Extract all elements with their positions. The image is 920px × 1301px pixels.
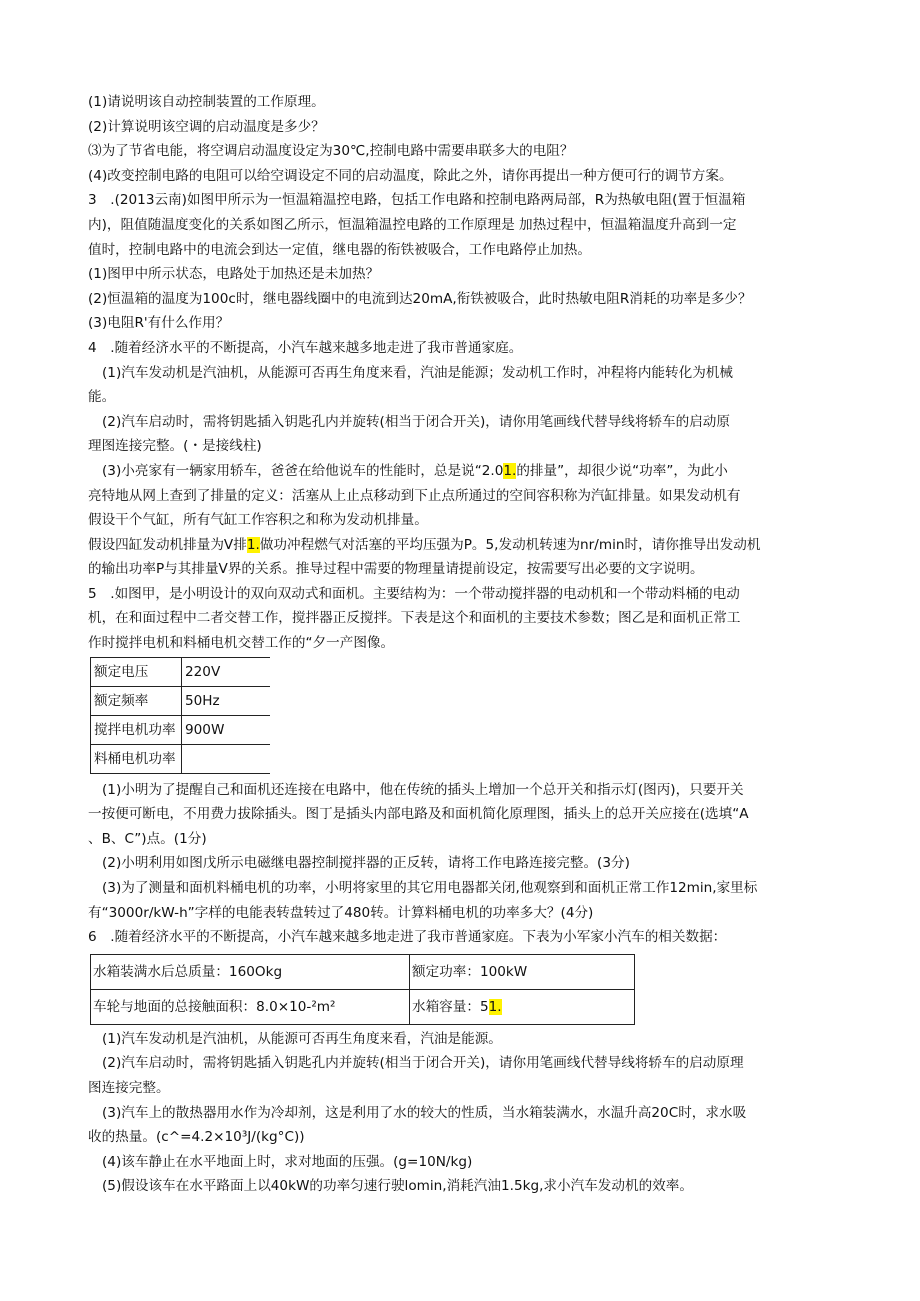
table-cell: 额定功率：100kW	[410, 954, 635, 989]
table-row	[91, 989, 635, 1024]
q3-line-3: 值时，控制电路中的电流会到达一定值，继电器的衔铁被吸合，工作电路停止加热。	[88, 241, 591, 258]
q5-sub-1-cont: 一按便可断电，不用费力拔除插头。图丁是插头内部电路及和面机简化原理图，插头上的总开关应接在(选填“A	[88, 806, 749, 823]
q5-sub-3-cont: 有“3000r/kW-h”字样的电能表转盘转过了480转。计算料桶电机的功率多大？(4分)	[88, 904, 594, 921]
mixer-spec-table	[90, 657, 270, 774]
spec-key: 额定频率	[91, 686, 182, 715]
q3-sub-2: (2)恒温箱的温度为100c时，继电器线圈中的电流到达20mA,衔铁被吸合，此时热敏电阻R消耗的功率是多少？	[88, 290, 752, 307]
q3-sub-1: (1)图甲中所示状态，电路处于加热还是未加热？	[88, 266, 380, 283]
q6-sub-3: (3)汽车上的散热器用水作为冷却剂，这是利用了水的较大的性质，当水箱装满水，水温升高20C时，求水吸	[102, 1104, 747, 1121]
q4-title: 4 .随着经济水平的不断提高，小汽车越来越多地走进了我市普通家庭。	[88, 339, 523, 356]
q5-line-2: 机，在和面过程中二者交替工作，搅拌器正反搅拌。下表是这个和面机的主要技术参数；图乙是和面机正常工	[88, 610, 741, 627]
q5-sub-1-cont-2: 、B、C”)点。(1分)	[88, 830, 207, 847]
q2-sub-4: (4)改变控制电路的电阻可以给空调设定不同的启动温度，除此之外，请你再提出一种方便可行的调节方案。	[88, 167, 733, 184]
q6-sub-2: (2)汽车启动时，需将钥匙插入钥匙孔内并旋转(相当于闭合开关)，请你用笔画线代替导线将轿车的启动原理	[102, 1055, 744, 1072]
spec-key: 额定电压	[91, 657, 182, 686]
q6-title: 6 .随着经济水平的不断提高，小汽车越来越多地走进了我市普通家庭。下表为小军家小汽车的相关数据：	[88, 929, 727, 946]
q6-sub-1: (1)汽车发动机是汽油机，从能源可否再生角度来看，汽油是能源。	[102, 1030, 502, 1047]
table-cell: 水箱装满水后总质量：160Okg	[91, 954, 410, 989]
q4-sub-2: (2)汽车启动时，需将钥匙插入钥匙孔内并旋转(相当于闭合开关)，请你用笔画线代替导线将轿车的启动原	[102, 413, 730, 430]
q2-sub-1: (1)请说明该自动控制装置的工作原理。	[88, 94, 325, 110]
q5-sub-1: (1)小明为了提醒自己和面机还连接在电路中，他在传统的插头上增加一个总开关和指示灯(图丙)，只要开关	[102, 781, 744, 798]
document-page	[88, 90, 848, 1199]
q2-sub-2: (2)计算说明该空调的启动温度是多少？	[88, 118, 325, 135]
car-data-table	[90, 954, 635, 1025]
q5-line-3: 作时搅拌电机和料桶电机交替工作的“夕一产图像。	[88, 635, 395, 652]
spec-value	[182, 744, 271, 773]
q4-sub-3-cont-1: 亮特地从网上查到了排量的定义：活塞从上止点移动到下止点所通过的空间容积称为汽缸排量。如果发动机有	[88, 487, 741, 504]
q5-sub-2: (2)小明利用如图戊所示电磁继电器控制搅拌器的正反转，请将工作电路连接完整。(3分)	[102, 855, 630, 872]
table-row	[91, 686, 271, 715]
tank-capacity-text: 水箱容量：5	[412, 998, 489, 1015]
q6-sub-5: (5)假设该车在水平路面上以40kW的功率匀速行驶lomin,消耗汽油1.5kg,求小汽车发动机的效率。	[102, 1178, 693, 1195]
table-cell	[410, 989, 635, 1024]
tank-capacity-highlight: 1.	[488, 998, 502, 1015]
table-row	[91, 715, 271, 744]
q5-line-1: 5 .如图甲，是小明设计的双向双动式和面机。主要结构为：一个带动搅拌器的电动机和一个带动料桶的电动	[88, 585, 740, 602]
q4-sub-3-cont-4: 的输出功率P与其排量V界的关系。推导过程中需要的物理量请提前设定，按需要写出必要的文字说明。	[88, 561, 704, 578]
q4-sub-3-highlight-2: 1.	[246, 536, 260, 553]
q6-sub-4: (4)该车静止在水平地面上时，求对地面的压强。(g=10N/kg)	[102, 1153, 473, 1170]
q6-sub-3-cont: 收的热量。(c^=4.2×10³J/(kg°C))	[88, 1129, 305, 1146]
spec-value: 50Hz	[182, 686, 271, 715]
q4-sub-3-text-b: 的排量”，却很少说“功率”，为此小	[516, 462, 728, 479]
q4-sub-3	[88, 459, 848, 484]
q3-line-2: 内)，阻值随温度变化的关系如图乙所示，恒温箱温控电路的工作原理是 加热过程中，恒温箱温度升高到一定	[88, 216, 737, 233]
q4-sub-3-text-c: 假设四缸发动机排量为V排	[88, 536, 247, 553]
q6-sub-2-cont: 图连接完整。	[88, 1080, 170, 1096]
q5-sub-3: (3)为了测量和面机料桶电机的功率，小明将家里的其它用电器都关闭,他观察到和面机正常工作12min,家里标	[102, 880, 758, 897]
q4-sub-2-cont: 理图连接完整。(・是接线柱)	[88, 438, 262, 455]
q4-sub-3-text-d: 做功冲程燃气对活塞的平均压强为P。5,发动机转速为nr/min时，请你推导出发动机	[259, 536, 761, 553]
q3-line-1: 3 .(2013云南)如图甲所示为一恒温箱温控电路，包括工作电路和控制电路两局部，R为热敏电阻(置于恒温箱	[88, 192, 746, 209]
q2-sub-3: ⑶为了节省电能，将空调启动温度设定为30℃,控制电路中需要串联多大的电阻？	[88, 143, 574, 160]
table-row	[91, 954, 635, 989]
q4-sub-1: (1)汽车发动机是汽油机，从能源可否再生角度来看，汽油是能源；发动机工作时，冲程将内能转化为机械	[102, 364, 733, 381]
table-cell: 车轮与地面的总接触面积：8.0×10-²m²	[91, 989, 410, 1024]
spec-key: 搅拌电机功率	[91, 715, 182, 744]
q4-sub-3-text-a: (3)小亮家有一辆家用轿车，爸爸在给他说车的性能时，总是说“2.0	[102, 462, 504, 479]
spec-key: 料桶电机功率	[91, 744, 182, 773]
q4-sub-3-cont-3	[88, 533, 848, 558]
table-row	[91, 744, 271, 773]
table-row	[91, 657, 271, 686]
q4-sub-1-cont: 能。	[88, 389, 116, 406]
spec-value: 220V	[182, 657, 271, 686]
q4-sub-3-highlight: 1.	[503, 462, 517, 479]
q4-sub-3-cont-2: 假设干个气缸，所有气缸工作容积之和称为发动机排量。	[88, 512, 428, 529]
q3-sub-3: (3)电阻R'有什么作用？	[88, 315, 230, 332]
spec-value: 900W	[182, 715, 271, 744]
